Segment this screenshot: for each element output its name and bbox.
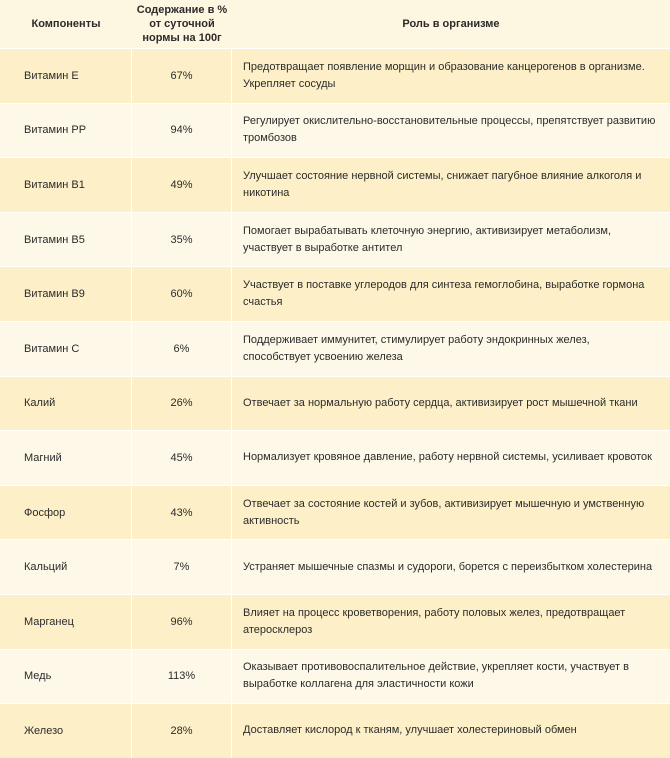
table-body (0, 48, 670, 758)
table-row (0, 321, 670, 376)
row-component-name: Магний (0, 431, 132, 485)
row-percent: 49% (132, 158, 232, 212)
table-row (0, 649, 670, 704)
row-role: Отвечает за нормальную работу сердца, активизирует рост мышечной ткани (243, 396, 638, 409)
row-role: Участвует в поставке углеродов для синтеза гемоглобина, выработке гормона счастья (243, 279, 645, 309)
row-role: Оказывает противовоспалительное действие, укрепляет кости, участвует в выработке коллагена для эластичности кожи (243, 661, 629, 691)
row-component-name: Калий (0, 377, 132, 431)
row-role: Нормализует кровяное давление, работу нервной системы, усиливает кровоток (243, 451, 652, 464)
row-percent: 6% (132, 322, 232, 376)
row-role: Устраняет мышечные спазмы и судороги, борется с переизбытком холестерина (243, 560, 653, 573)
row-role: Предотвращает появление морщин и образование канцерогенов в организме. Укрепляет сосуды (243, 60, 645, 90)
table-row (0, 376, 670, 431)
row-percent: 45% (132, 431, 232, 485)
row-percent: 60% (132, 267, 232, 321)
row-role: Доставляет кислород к тканям, улучшает холестериновый обмен (243, 724, 577, 737)
table-row (0, 703, 670, 758)
header-content-percent: Содержание в % от суточной нормы на 100г (136, 4, 228, 44)
table-row (0, 48, 670, 103)
table-row (0, 485, 670, 540)
row-percent: 113% (132, 650, 232, 704)
row-component-name: Медь (0, 650, 132, 704)
table-header (0, 0, 670, 48)
table-row (0, 212, 670, 267)
row-component-name: Марганец (0, 595, 132, 649)
row-percent: 26% (132, 377, 232, 431)
row-percent: 43% (132, 486, 232, 540)
row-component-name: Витамин B9 (0, 267, 132, 321)
row-role: Регулирует окислительно-восстановительные процессы, препятствует развитию тромбозов (243, 115, 656, 145)
row-percent: 35% (132, 213, 232, 267)
row-component-name: Железо (0, 704, 132, 758)
table-row (0, 266, 670, 321)
row-percent: 7% (132, 540, 232, 594)
row-component-name: Витамин С (0, 322, 132, 376)
table-row (0, 430, 670, 485)
row-percent: 28% (132, 704, 232, 758)
table-row (0, 103, 670, 158)
row-component-name: Витамин B5 (0, 213, 132, 267)
row-percent: 67% (132, 49, 232, 103)
row-percent: 96% (132, 595, 232, 649)
table-row (0, 157, 670, 212)
row-component-name: Витамин B1 (0, 158, 132, 212)
row-role: Отвечает за состояние костей и зубов, активизирует мышечную и умственную активность (243, 497, 645, 527)
header-role: Роль в организме (402, 18, 500, 30)
header-components: Компоненты (31, 18, 101, 30)
row-role: Поддерживает иммунитет, стимулирует работу эндокринных желез, способствует усвоению железа (243, 333, 590, 363)
table-row (0, 539, 670, 594)
row-component-name: Кальций (0, 540, 132, 594)
row-role: Влияет на процесс кроветворения, работу половых желез, предотвращает атеросклероз (243, 606, 626, 636)
row-component-name: Фосфор (0, 486, 132, 540)
table-row (0, 594, 670, 649)
row-component-name: Витамин PP (0, 104, 132, 158)
row-role: Улучшает состояние нервной системы, снижает пагубное влияние алкоголя и никотина (243, 169, 642, 199)
row-component-name: Витамин Е (0, 49, 132, 103)
row-role: Помогает вырабатывать клеточную энергию, активизирует метаболизм, участвует в выработке антител (243, 224, 612, 254)
row-percent: 94% (132, 104, 232, 158)
